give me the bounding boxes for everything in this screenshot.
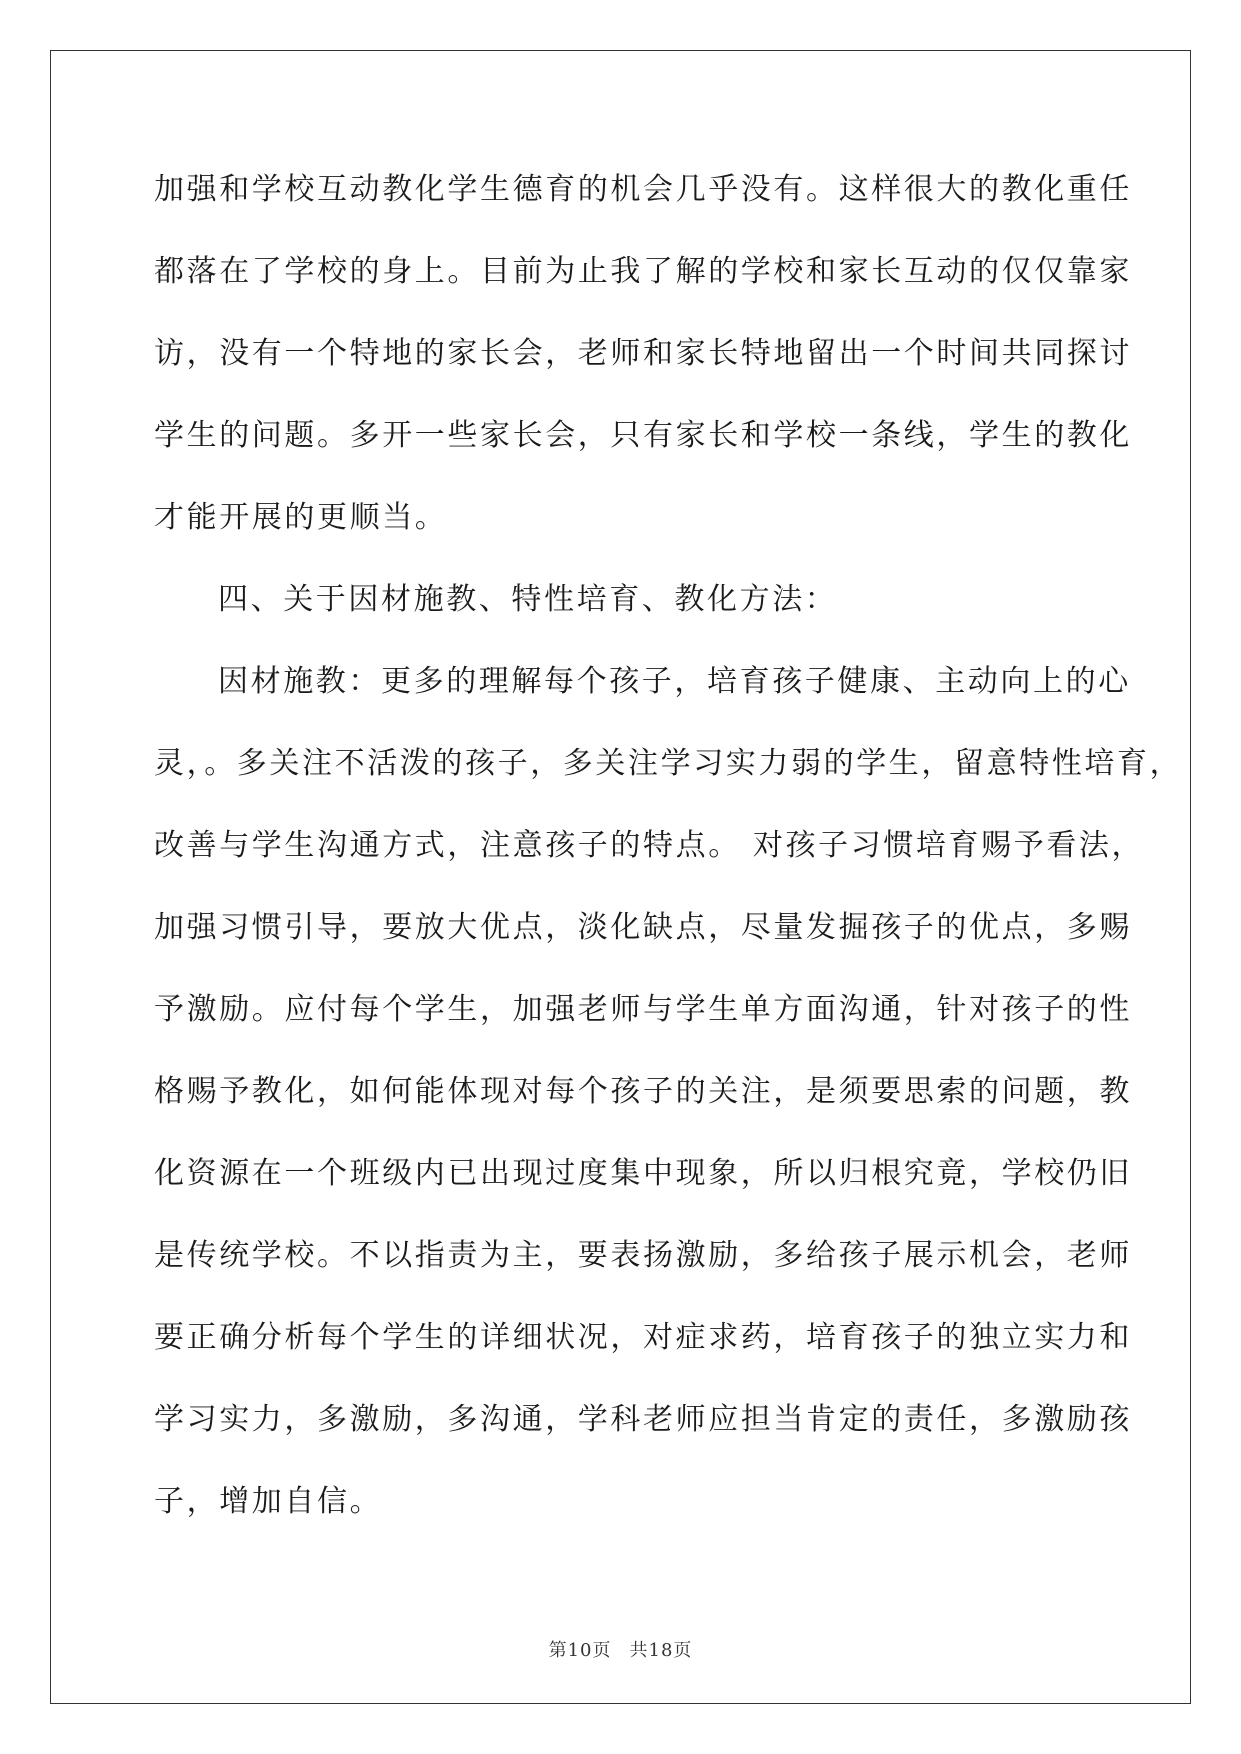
text-line: 加强习惯引导，要放大优点，淡化缺点，尽量发掘孩子的优点，多赐: [154, 910, 1132, 945]
text-line: 加强和学校互动教化学生德育的机会几乎没有。这样很大的教化重任: [154, 172, 1132, 207]
text-line: 是传统学校。不以指责为主，要表扬激励，多给孩子展示机会，老师: [154, 1238, 1132, 1273]
text-line: 学生的问题。多开一些家长会，只有家长和学校一条线，学生的教化: [154, 418, 1132, 453]
page-footer: [0, 1636, 1241, 1662]
text-line: 予激励。应付每个学生，加强老师与学生单方面沟通，针对孩子的性: [154, 992, 1132, 1027]
paragraph-first-line: 因材施教：更多的理解每个孩子，培育孩子健康、主动向上的心: [218, 664, 1131, 699]
text-line: 学习实力，多激励，多沟通，学科老师应担当肯定的责任，多激励孩: [154, 1402, 1132, 1437]
text-line: 才能开展的更顺当。: [154, 500, 448, 535]
section-heading: 四、关于因材施教、特性培育、教化方法：: [218, 582, 838, 617]
page-total: 共18页: [629, 1640, 693, 1661]
text-line: 都落在了学校的身上。目前为止我了解的学校和家长互动的仅仅靠家: [154, 254, 1132, 289]
page-number: 第10页: [548, 1640, 612, 1661]
text-line: 格赐予教化，如何能体现对每个孩子的关注，是须要思索的问题，教: [154, 1074, 1132, 1109]
text-line: 化资源在一个班级内已出现过度集中现象，所以归根究竟，学校仍旧: [154, 1156, 1132, 1191]
text-line: 灵，。多关注不活泼的孩子，多关注学习实力弱的学生，留意特性培育，: [154, 746, 1183, 781]
text-line: 要正确分析每个学生的详细状况，对症求药，培育孩子的独立实力和: [154, 1320, 1132, 1355]
text-line: 改善与学生沟通方式，注意孩子的特点。 对孩子习惯培育赐予看法，: [154, 828, 1145, 863]
text-line: 子，增加自信。: [154, 1484, 383, 1519]
text-line: 访，没有一个特地的家长会，老师和家长特地留出一个时间共同探讨: [154, 336, 1132, 371]
document-body: [154, 166, 1183, 1560]
